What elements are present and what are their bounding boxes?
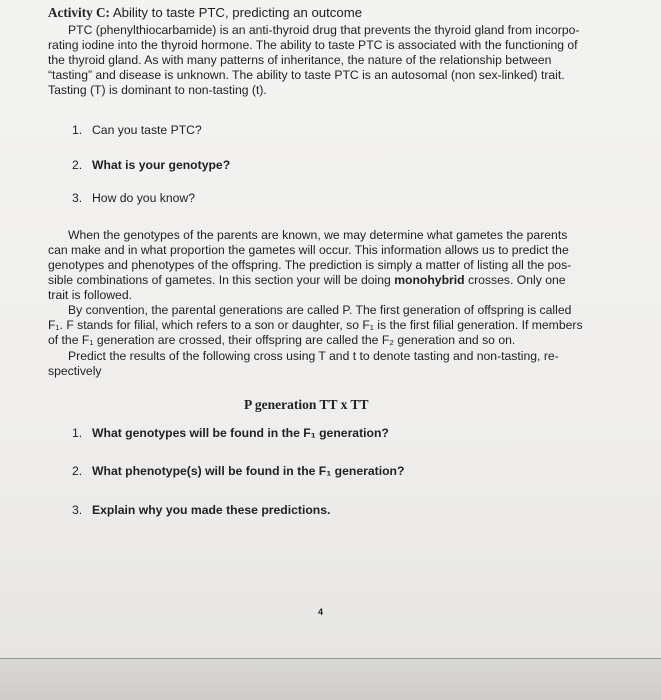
- intro-line: Tasting (T) is dominant to non-tasting (t).: [48, 83, 267, 97]
- monohybrid-term: monohybrid: [394, 273, 465, 287]
- convention-paragraph: By convention, the parental generations are called P. The first generation of offspring is called F₁. F stands for filial, which refers to a son or daughter, so F₁ is the first filial generation. If members of the F₁ generation are crossed, their offspring are called the F₂ generation and so on.: [48, 303, 583, 347]
- predict-paragraph: Predict the results of the following cross using T and t to denote tasting and non-tasting, re- spectively: [48, 349, 559, 378]
- activity-label: Activity C:: [48, 5, 110, 20]
- question-a3: 3. How do you know?: [72, 191, 195, 205]
- intro-line: “tasting” and disease is unknown. The ability to taste PTC is an autosomal (non sex-linked) trait.: [48, 68, 565, 82]
- activity-title: Ability to taste PTC, predicting an outcome: [112, 5, 363, 20]
- intro-line: PTC (phenylthiocarbamide) is an anti-thyroid drug that prevents the thyroid gland from incorpo-: [68, 23, 580, 37]
- intro-paragraph: [48, 23, 579, 98]
- intro-line: rating iodine into the thyroid hormone. The ability to taste PTC is associated with the functioning of: [48, 38, 578, 52]
- activity-heading: [48, 6, 362, 20]
- page-number: 4: [318, 607, 324, 617]
- question-a2: 2. What is your genotype?: [72, 158, 231, 172]
- cross-heading: P generation TT x TT: [244, 397, 369, 412]
- background-surface: [0, 659, 661, 700]
- question-b1: 1. What genotypes will be found in the F₁ generation?: [72, 426, 389, 440]
- question-b2: 2. What phenotype(s) will be found in the F₁ generation?: [72, 464, 405, 478]
- gametes-paragraph: When the genotypes of the parents are known, we may determine what gametes the parents can make and in what proportion the gametes will occur. This information allows us to predict the genotypes and phenotypes of the offspring. The prediction is simply a matter of listing all the pos- sible combinations of gametes. In this section your will be doing monohybrid crosses. Only one trait is followed.: [48, 228, 572, 302]
- question-b3: 3. Explain why you made these predictions.: [72, 503, 331, 517]
- question-a1: 1. Can you taste PTC?: [72, 123, 202, 137]
- intro-line: the thyroid gland. As with many patterns of inheritance, the nature of the relationship between: [48, 53, 552, 67]
